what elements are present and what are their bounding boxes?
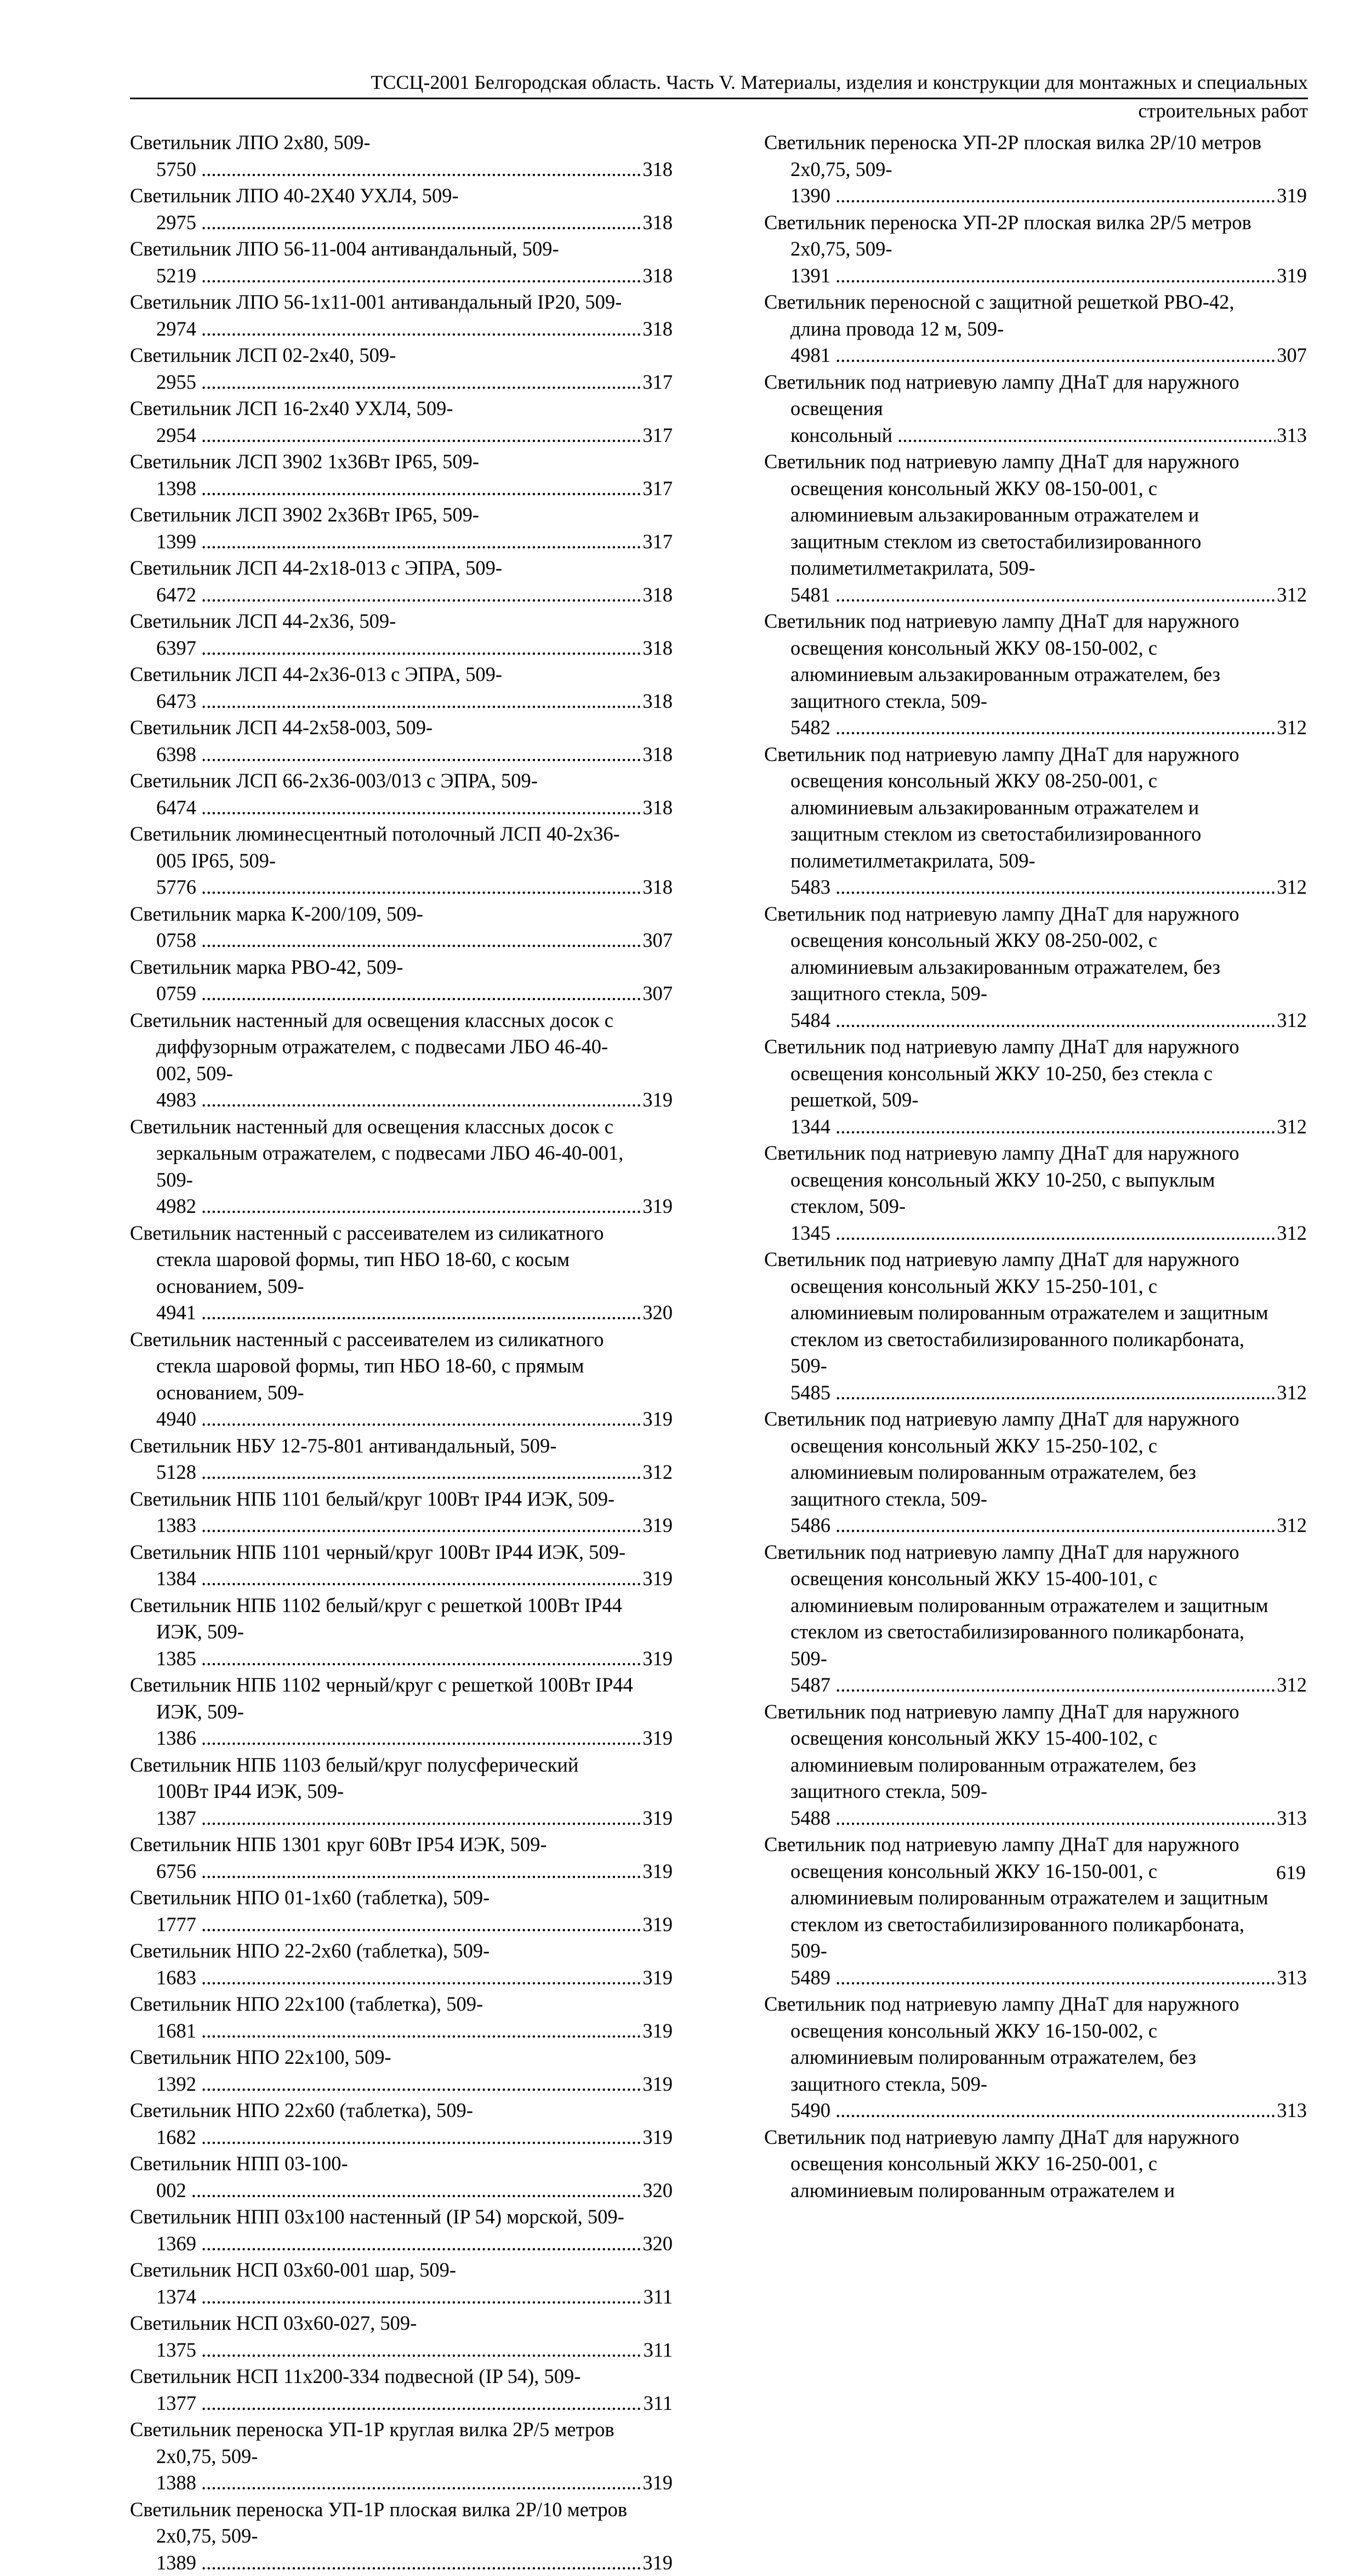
running-header-continuation: строительных работ [1138,99,1308,123]
index-entry-page: 319 [641,2470,673,2496]
index-entry [130,2151,673,2204]
index-entry-page: 317 [641,422,673,449]
index-entry-text: Светильник НСП 11х200-334 подвесной (IP 54), 509-1377 ..... [130,2365,673,2414]
index-entry [130,1539,673,1592]
index-entry [130,608,673,661]
index-entry-page: 318 [641,635,673,662]
index-entry-text: Светильник НПБ 1101 черный/круг 100Вт IP44 ИЭК, 509-1384 ..... [130,1541,673,1590]
index-entry-page: 317 [641,475,673,502]
index-entry-text: Светильник ЛСП 3902 1х36Вт IP65, 509-1398 ..... [130,450,673,500]
index-entry [130,2416,673,2496]
index-entry-text: Светильник под натриевую лампу ДНаТ для наружного освещения консольный ЖКУ 16-250-001, с алюминиевым полированным отражателем и [764,2126,1239,2201]
index-entry-text: Светильник НПО 22х100 (таблетка), 509-1681 ..... [130,1993,673,2042]
index-entry-text: Светильник НПБ 1103 белый/круг полусферический 100Вт IP44 ИЭК, 509-1387 ..... [130,1754,673,1829]
index-entry [764,1140,1307,1246]
index-entry [130,1114,673,1220]
index-entry-page: 312 [1276,1114,1307,1141]
index-entry-page: 317 [641,369,673,396]
index-entry-text: Светильник под натриевую лампу ДНаТ для наружного освещения консольный ЖКУ 15-250-101, с алюминиевым полированным отражателем и защитным стеклом из светостабилизированного поликарбоната, 509-5485 ..... [764,1248,1307,1404]
index-entry-page: 319 [641,1965,673,1991]
index-entry-text: Светильник переноска УП-2Р плоская вилка 2Р/5 метров 2х0,75, 509-1391 ..... [764,211,1307,287]
page-number: 619 [1276,1860,1306,1885]
index-entry [764,1539,1307,1699]
index-entry [130,395,673,449]
index-entry-text: Светильник под натриевую лампу ДНаТ для наружного освещения консольный ЖКУ 10-250, с выпуклым стеклом, 509-1345 ..... [764,1142,1307,1244]
index-entry-page: 318 [641,209,673,236]
index-entry-page: 319 [641,2071,673,2098]
index-entry-page: 307 [641,980,673,1007]
index-entry [764,901,1307,1034]
index-entry-text: Светильник ЛСП 44-2х36-013 с ЭПРА, 509-6473 ..... [130,663,673,712]
index-entry-text: Светильник переноска УП-2Р плоская вилка 2Р/10 метров 2х0,75, 509-1390 ..... [764,131,1307,207]
index-entry-text: Светильник ЛСП 44-2х36, 509-6397 ..... [130,610,673,659]
index-entry-page: 318 [641,688,673,715]
index-entry-text: Светильник НПО 22х60 (таблетка), 509-1682 ..... [130,2099,673,2148]
index-entry-page: 318 [641,874,673,901]
index-entry-page: 312 [1276,1672,1307,1699]
index-entry [764,129,1307,209]
index-entry-text: Светильник под натриевую лампу ДНаТ для наружного освещения консольный ЖКУ 10-250, без стекла с решеткой, 509-1344 ..... [764,1035,1307,1138]
index-entry-text: Светильник ЛСП 44-2х58-003, 509-6398 ..... [130,716,673,765]
index-entry [764,608,1307,741]
index-entry-page: 319 [641,1193,673,1220]
index-entry [764,289,1307,369]
index-entry-page: 317 [641,529,673,555]
index-entry-text: Светильник настенный для освещения классных досок с диффузорным отражателем, с подвесами ЛБО 46-40-002, 509-4983 ..... [130,1009,673,1111]
index-entry [130,1991,673,2044]
index-entry-text: Светильник НПБ 1102 черный/круг с решеткой 100Вт IP44 ИЭК, 509-1386 ..... [130,1673,673,1749]
index-entry-page: 312 [1276,1007,1307,1034]
index-entry-page: 320 [641,2231,673,2257]
index-entry-text: Светильник ЛПО 2х80, 509-5750 ..... [130,131,673,180]
index-entry-page: 320 [641,1300,673,1326]
index-entry-page: 319 [1276,263,1307,290]
index-entry-text: Светильник НПБ 1102 белый/круг с решеткой 100Вт IP44 ИЭК, 509-1385 ..... [130,1594,673,1670]
index-entry [764,2124,1307,2204]
index-entry-page: 319 [641,1512,673,1539]
index-entry-page: 313 [1276,1965,1307,1991]
index-entry-page: 312 [1276,1220,1307,1247]
index-entry-text: Светильник ЛСП 66-2х36-003/013 с ЭПРА, 509-6474 ..... [130,769,673,819]
index-entry [130,1672,673,1752]
index-entry [764,1406,1307,1539]
index-entry-text: Светильник марка К-200/109, 509-0758 ..... [130,903,673,952]
index-entry-text: Светильник НСП 03х60-001 шар, 509-1374 ..... [130,2259,673,2308]
index-entry-page: 311 [642,2390,673,2417]
index-entry-text: Светильник люминесцентный потолочный ЛСП 40-2х36-005 IP65, 509-5776 ..... [130,822,673,898]
index-entry [130,768,673,821]
index-entry-text: Светильник НПО 01-1х60 (таблетка), 509-1777 ..... [130,1886,673,1936]
index-entry-page: 312 [641,1459,673,1486]
index-entry [130,2310,673,2363]
index-entry [764,369,1307,449]
index-entry-text: Светильник ЛСП 02-2х40, 509-2955 ..... [130,344,673,393]
index-entry-page: 318 [641,156,673,183]
index-column-right [764,129,1307,2204]
index-entry-text: Светильник настенный с рассеивателем из силикатного стекла шаровой формы, тип НБО 18-60, с косым основанием, 509-4941 ..... [130,1222,673,1324]
index-entry [130,342,673,395]
index-entry-text: Светильник под натриевую лампу ДНаТ для наружного освещения консольный ЖКУ 08-250-002, с алюминиевым альзакированным отражателем, без защитного стекла, 509-5484 ..... [764,903,1307,1031]
index-entry-text: Светильник ЛПО 40-2Х40 УХЛ4, 509-2975 ..... [130,184,673,234]
index-entry-page: 313 [1276,2097,1307,2124]
index-entry-text: Светильник НПО 22х100, 509-1392 ..... [130,2046,673,2095]
index-entry-page: 319 [641,1725,673,1752]
index-entry [764,1831,1307,1991]
index-entry-text: Светильник под натриевую лампу ДНаТ для наружного освещения консольный ЖКУ 08-150-001, с алюминиевым альзакированным отражателем и защитным стеклом из светостабилизированного полиметилметакрилата, 509-5481 ..... [764,450,1307,606]
index-entry-text: Светильник под натриевую лампу ДНаТ для наружного освещения консольный ЖКУ 15-400-102, с алюминиевым полированным отражателем, без защитного стекла, 509-5488 ..... [764,1700,1307,1829]
index-entry-page: 318 [641,795,673,821]
index-entry [130,236,673,289]
index-entry [130,1220,673,1326]
index-entry-text: Светильник под натриевую лампу ДНаТ для наружного освещения консольный ЖКУ 16-150-001, с алюминиевым полированным отражателем и защитным стеклом из светостабилизированного поликарбоната, 509-5489 ..... [764,1833,1307,1989]
index-entry-text: Светильник под натриевую лампу ДНаТ для наружного освещения консольный ЖКУ 15-400-101, с алюминиевым полированным отражателем и защитным стеклом из светостабилизированного поликарбоната, 509-5487 ..... [764,1541,1307,1696]
index-entry [130,2257,673,2310]
index-entry-text: Светильник ЛСП 16-2х40 УХЛ4, 509-2954 ..... [130,397,673,446]
index-entry-text: Светильник переноска УП-1Р плоская вилка 2Р/10 метров 2х0,75, 509-1389 ..... [130,2498,673,2574]
index-entry-text: Светильник настенный с рассеивателем из силикатного стекла шаровой формы, тип НБО 18-60, с прямым основанием, 509-4940 ..... [130,1328,673,1431]
index-entry-page: 320 [641,2177,673,2204]
index-entry [130,1486,673,1539]
index-entry-text: Светильник переносной с защитной решеткой РВО-42, длина провода 12 м, 509-4981 ..... [764,291,1307,366]
index-entry-text: Светильник настенный для освещения классных досок с зеркальным отражателем, с подвесами ЛБО 46-40-001, 509-4982 ..... [130,1115,673,1218]
index-entry [130,661,673,714]
index-entry [764,1991,1307,2124]
index-entry [130,1007,673,1114]
index-entry-text: Светильник ЛСП 3902 2х36Вт IP65, 509-1399 ..... [130,503,673,553]
index-entry [130,714,673,768]
index-entry-page: 312 [1276,582,1307,609]
index-entry [764,1699,1307,1832]
index-entry [130,129,673,183]
index-entry-text: Светильник под натриевую лампу ДНаТ для наружного освещения консольный ЖКУ 08-150-002, с алюминиевым альзакированным отражателем, без защитного стекла, 509-5482 ..... [764,610,1307,739]
index-entry-page: 311 [642,2337,673,2364]
index-entry [130,2496,673,2576]
index-entry [130,1752,673,1832]
index-entry-text: Светильник марка РВО-42, 509-0759 ..... [130,956,673,1005]
index-entry-page: 312 [1276,1380,1307,1406]
index-entry-page: 318 [641,741,673,768]
index-entry-text: Светильник НПО 22-2х60 (таблетка), 509-1683 ..... [130,1939,673,1989]
index-entry [130,1592,673,1672]
index-entry [130,183,673,236]
index-entry-text: Светильник НСП 03х60-027, 509-1375 ..... [130,2312,673,2361]
index-entry-page: 319 [641,1858,673,1885]
index-entry-page: 319 [641,2124,673,2151]
index-entry-page: 313 [1276,422,1307,449]
index-entry-page: 312 [1276,874,1307,901]
index-entry [130,901,673,954]
index-entry-page: 319 [641,1565,673,1592]
index-entry-text: Светильник НПБ 1301 круг 60Вт IP54 ИЭК, 509-6756 ..... [130,1833,673,1882]
index-entry-text: Светильник ЛПО 56-11-004 антивандальный, 509-5219 ..... [130,237,673,287]
index-entry [130,1433,673,1486]
header-rule [130,98,1308,99]
index-entry-page: 307 [1276,342,1307,369]
index-entry-text: Светильник ЛПО 56-1х11-001 антивандальный IP20, 509-2974 ..... [130,291,673,340]
index-entry-page: 319 [641,1406,673,1433]
index-entry [130,954,673,1007]
index-entry [130,1885,673,1938]
index-entry-text: Светильник НПП 03х100 настенный (IP 54) морской, 509-1369 ..... [130,2205,673,2255]
index-entry [764,449,1307,608]
index-entry-text: Светильник под натриевую лампу ДНаТ для наружного освещения консольный ЖКУ 16-150-002, с алюминиевым полированным отражателем, без защитного стекла, 509-5490 ..... [764,1993,1307,2121]
index-entry-page: 312 [1276,1512,1307,1539]
index-entry-page: 319 [641,2550,673,2576]
index-entry-page: 319 [641,1805,673,1832]
index-entry-text: Светильник переноска УП-1Р круглая вилка 2Р/5 метров 2х0,75, 509-1388 ..... [130,2418,673,2494]
index-entry [130,1938,673,1991]
index-entry-page: 312 [1276,714,1307,741]
index-entry [130,2204,673,2257]
index-entry-page: 319 [641,2018,673,2045]
index-entry-text: Светильник под натриевую лампу ДНаТ для наружного освещения консольный ЖКУ 08-250-001, с алюминиевым альзакированным отражателем и защитным стеклом из светостабилизированного полиметилметакрилата, 509-5483 ..... [764,743,1307,899]
index-entry [130,449,673,502]
index-entry [130,2363,673,2416]
index-entry [764,741,1307,901]
index-entry [130,2044,673,2097]
index-entry-page: 318 [641,582,673,609]
index-entry-page: 318 [641,316,673,343]
index-entry-page: 319 [641,1087,673,1114]
index-entry [764,1034,1307,1140]
index-entry-page: 319 [641,1646,673,1672]
index-entry [130,1326,673,1433]
index-entry [130,502,673,555]
index-entry [130,555,673,608]
index-entry-page: 313 [1276,1805,1307,1832]
index-entry [130,2097,673,2151]
index-entry-text: Светильник НПБ 1101 белый/круг 100Вт IP44 ИЭК, 509-1383 ..... [130,1488,673,1537]
index-entry [764,1246,1307,1406]
index-entry-page: 307 [641,927,673,954]
index-entry-text: Светильник ЛСП 44-2х18-013 с ЭПРА, 509-6472 ..... [130,557,673,606]
index-entry [764,209,1307,290]
index-entry-text: Светильник под натриевую лампу ДНаТ для наружного освещения консольный ..... [764,371,1307,446]
index-entry-page: 319 [1276,183,1307,209]
index-entry [130,1831,673,1885]
index-entry-text: Светильник под натриевую лампу ДНаТ для наружного освещения консольный ЖКУ 15-250-102, с алюминиевым полированным отражателем, без защитного стекла, 509-5486 ..... [764,1408,1307,1536]
index-entry-page: 319 [641,1911,673,1938]
index-entry [130,289,673,342]
index-entry-page: 318 [641,263,673,290]
index-entry [130,821,673,901]
index-entry-text: Светильник НПП 03-100-002 ..... [130,2152,673,2201]
index-entry-page: 311 [642,2284,673,2311]
index-entry-text: Светильник НБУ 12-75-801 антивандальный, 509-5128 ..... [130,1434,673,1484]
index-column-left [130,129,673,2576]
running-header: ТССЦ-2001 Белгородская область. Часть V. Материалы, изделия и конструкции для монтажных и специальных [371,70,1308,94]
